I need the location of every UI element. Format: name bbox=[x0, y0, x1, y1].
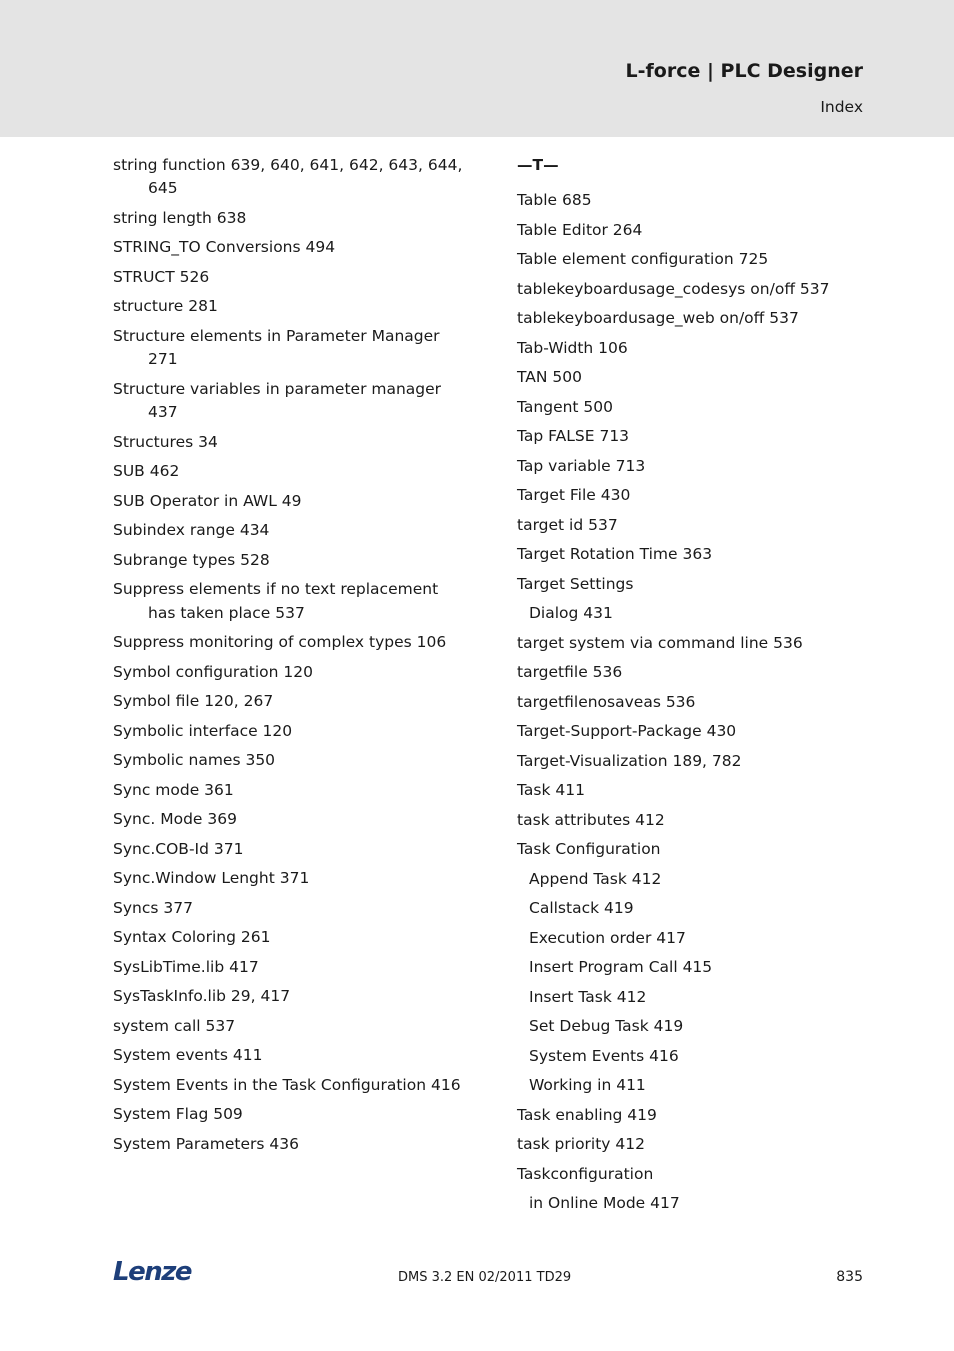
index-entry: TAN 500 bbox=[517, 368, 582, 387]
index-entry: Table Editor 264 bbox=[517, 220, 643, 239]
index-entry: Syncs 377 bbox=[113, 898, 193, 917]
index-entry: Target Settings bbox=[517, 574, 634, 593]
index-entry: Table element configuration 725 bbox=[517, 250, 769, 269]
index-column-left bbox=[113, 154, 463, 1162]
index-entry: SysLibTime.lib 417 bbox=[113, 957, 259, 976]
index-entry: Subrange types 528 bbox=[113, 550, 270, 569]
index-entry: Tangent 500 bbox=[517, 397, 614, 416]
index-entry: Task Configuration bbox=[517, 840, 661, 859]
index-entry: tablekeyboardusage_codesys on/off 537 bbox=[517, 279, 830, 298]
index-letter-heading: —T— bbox=[517, 156, 559, 174]
index-subentry: Insert Program Call 415 bbox=[529, 958, 713, 977]
index-entry: Tap variable 713 bbox=[517, 456, 646, 475]
index-subentry: Insert Task 412 bbox=[529, 987, 647, 1006]
page-number: 835 bbox=[836, 1269, 863, 1285]
index-entry: system call 537 bbox=[113, 1016, 236, 1035]
index-column-right bbox=[517, 154, 862, 1222]
index-entry: target id 537 bbox=[517, 515, 618, 534]
section-name: Index bbox=[820, 98, 863, 116]
index-entry: System Events in the Task Configuration 416 bbox=[113, 1075, 461, 1094]
index-entry: Target-Visualization 189, 782 bbox=[517, 751, 742, 770]
index-subentry: Execution order 417 bbox=[529, 928, 686, 947]
index-entry: Sync.Window Lenght 371 bbox=[113, 869, 310, 888]
page-header bbox=[0, 0, 954, 137]
index-entry: Task enabling 419 bbox=[517, 1105, 657, 1124]
index-entry: Target-Support-Package 430 bbox=[517, 722, 737, 741]
index-entry: Sync. Mode 369 bbox=[113, 810, 237, 829]
document-reference: DMS 3.2 EN 02/2011 TD29 bbox=[398, 1270, 572, 1285]
index-entry: Target File 430 bbox=[517, 486, 631, 505]
index-entry: Suppress monitoring of complex types 106 bbox=[113, 633, 447, 652]
index-entry: Taskconfiguration bbox=[517, 1164, 654, 1183]
index-entry: Symbol file 120, 267 bbox=[113, 692, 274, 711]
index-subentry: Set Debug Task 419 bbox=[529, 1017, 684, 1036]
index-entry: Target Rotation Time 363 bbox=[517, 545, 713, 564]
index-entry: Suppress elements if no text replacement has taken place 537 bbox=[113, 580, 439, 622]
index-entry: Subindex range 434 bbox=[113, 521, 270, 540]
index-entry: Structure variables in parameter manager 437 bbox=[113, 379, 442, 422]
index-entry: target system via command line 536 bbox=[517, 633, 803, 652]
index-entry: Sync mode 361 bbox=[113, 780, 234, 799]
index-entry: Sync.COB-Id 371 bbox=[113, 839, 244, 858]
index-entry: targetfilenosaveas 536 bbox=[517, 692, 696, 711]
index-entry: STRUCT 526 bbox=[113, 267, 210, 286]
index-entry: SUB Operator in AWL 49 bbox=[113, 491, 302, 510]
index-subentry: in Online Mode 417 bbox=[529, 1194, 680, 1213]
lenze-logo: Lenze bbox=[113, 1257, 191, 1287]
index-entry: System Parameters 436 bbox=[113, 1134, 299, 1153]
index-entry: targetfile 536 bbox=[517, 663, 623, 682]
index-entry: Tab-Width 106 bbox=[517, 338, 628, 357]
index-entry: System Flag 509 bbox=[113, 1105, 243, 1124]
index-entry: Symbolic names 350 bbox=[113, 751, 276, 770]
index-subentry: Working in 411 bbox=[529, 1076, 646, 1095]
index-entry: Structures 34 bbox=[113, 432, 218, 451]
index-entry: tablekeyboardusage_web on/off 537 bbox=[517, 309, 799, 328]
index-entry: structure 281 bbox=[113, 297, 218, 316]
index-entry: Syntax Coloring 261 bbox=[113, 928, 271, 947]
document-title: L-force | PLC Designer bbox=[625, 60, 863, 82]
index-subentry: System Events 416 bbox=[529, 1046, 679, 1065]
index-entry: Table 685 bbox=[517, 191, 592, 210]
index-entry: string function 639, 640, 641, 642, 643, 644, 645 bbox=[113, 156, 463, 198]
index-entry: SysTaskInfo.lib 29, 417 bbox=[113, 987, 291, 1006]
index-subentry: Append Task 412 bbox=[529, 869, 662, 888]
index-entry: Tap FALSE 713 bbox=[517, 427, 630, 446]
index-entry: Structure elements in Parameter Manager 271 bbox=[113, 326, 440, 369]
index-entry: string length 638 bbox=[113, 208, 247, 227]
index-subentry: Callstack 419 bbox=[529, 899, 634, 918]
index-entry: task attributes 412 bbox=[517, 810, 665, 829]
index-entry: Task 411 bbox=[517, 781, 585, 800]
index-subentry: Dialog 431 bbox=[529, 604, 613, 623]
index-entry: System events 411 bbox=[113, 1046, 263, 1065]
index-entry: SUB 462 bbox=[113, 462, 180, 481]
index-entry: task priority 412 bbox=[517, 1135, 645, 1154]
index-entry: Symbolic interface 120 bbox=[113, 721, 293, 740]
index-entry: STRING_TO Conversions 494 bbox=[113, 238, 336, 257]
index-entry: Symbol configuration 120 bbox=[113, 662, 313, 681]
